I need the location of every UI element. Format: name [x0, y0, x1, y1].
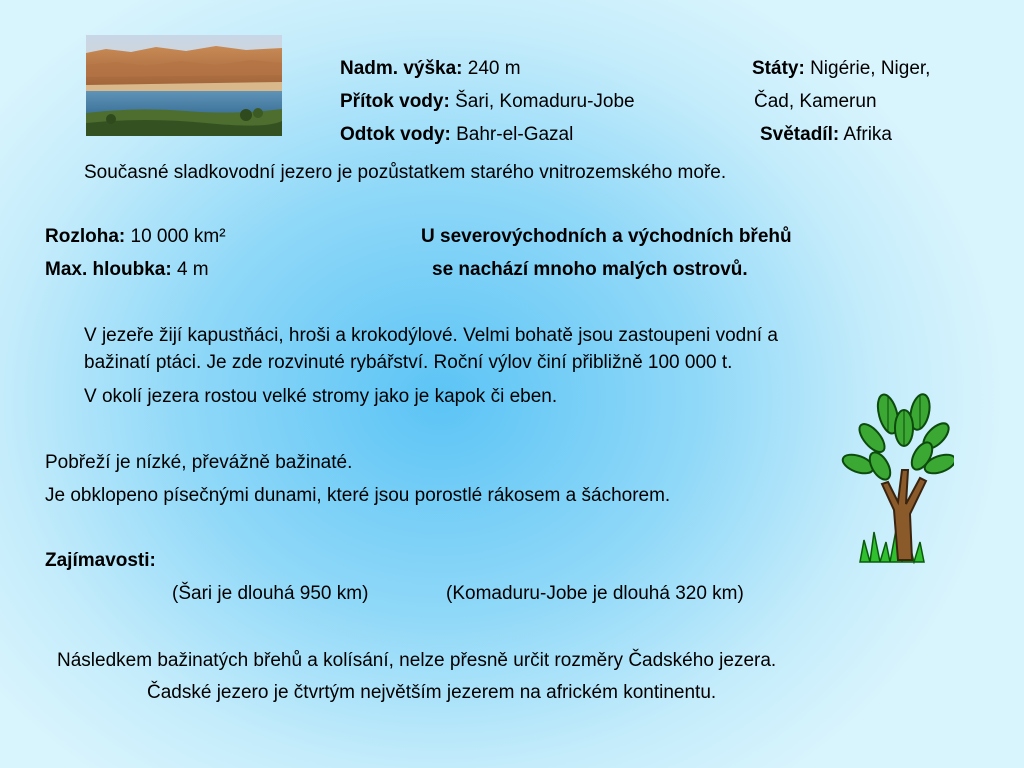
altitude-label: Nadm. výška: — [340, 58, 463, 79]
outflow-info — [340, 124, 573, 146]
states-value-continued: Čad, Kamerun — [754, 91, 877, 112]
closing-text-line1: Následkem bažinatých břehů a kolísání, nelze přesně určit rozměry Čadského jezera. — [57, 650, 777, 671]
states-label: Státy: — [752, 58, 805, 79]
continent-info — [760, 124, 892, 146]
inflow-label: Přítok vody: — [340, 91, 450, 112]
states-info — [752, 58, 930, 80]
fact-shari: (Šari je dlouhá 950 km) — [172, 583, 369, 604]
outflow-label: Odtok vody: — [340, 124, 451, 145]
continent-label: Světadíl: — [760, 124, 840, 145]
area-value: 10 000 km² — [125, 226, 226, 247]
depth-info — [45, 259, 209, 281]
continent-value: Afrika — [839, 124, 893, 145]
lake-photo — [86, 35, 282, 136]
states-value: Nigérie, Niger, — [804, 58, 931, 79]
islands-text-line2: se nachází mnoho malých ostrovů. — [432, 259, 748, 280]
shore-text-line2: Je obklopeno písečnými dunami, které jsou porostlé rákosem a šáchorem. — [45, 485, 671, 506]
shore-text-line1: Pobřeží je nízké, převážně bažinaté. — [45, 452, 353, 473]
depth-label: Max. hloubka: — [45, 259, 172, 280]
fauna-text-line1: V jezeře žijí kapustňáci, hroši a krokodýlové. Velmi bohatě jsou zastoupeni vodní a — [84, 325, 778, 346]
trees-text: V okolí jezera rostou velké stromy jako je kapok či eben. — [84, 386, 558, 407]
islands-text-line1: U severovýchodních a východních břehů — [421, 226, 792, 247]
area-label: Rozloha: — [45, 226, 126, 247]
tree-icon — [832, 392, 954, 564]
area-info — [45, 226, 226, 248]
inflow-value: Šari, Komaduru-Jobe — [449, 91, 635, 112]
depth-value: 4 m — [171, 259, 209, 280]
inflow-info — [340, 91, 635, 113]
altitude-value: 240 m — [462, 58, 521, 79]
fact-komaduru: (Komaduru-Jobe je dlouhá 320 km) — [446, 583, 744, 604]
facts-heading: Zajímavosti: — [45, 550, 156, 571]
fauna-text-line2: bažinatí ptáci. Je zde rozvinuté rybářství. Roční výlov činí přibližně 100 000 t. — [84, 352, 733, 373]
closing-text-line2: Čadské jezero je čtvrtým největším jezerem na africkém kontinentu. — [147, 682, 717, 703]
altitude-info — [340, 58, 521, 80]
outflow-value: Bahr-el-Gazal — [450, 124, 574, 145]
intro-text: Současné sladkovodní jezero je pozůstatkem starého vnitrozemského moře. — [84, 162, 727, 183]
